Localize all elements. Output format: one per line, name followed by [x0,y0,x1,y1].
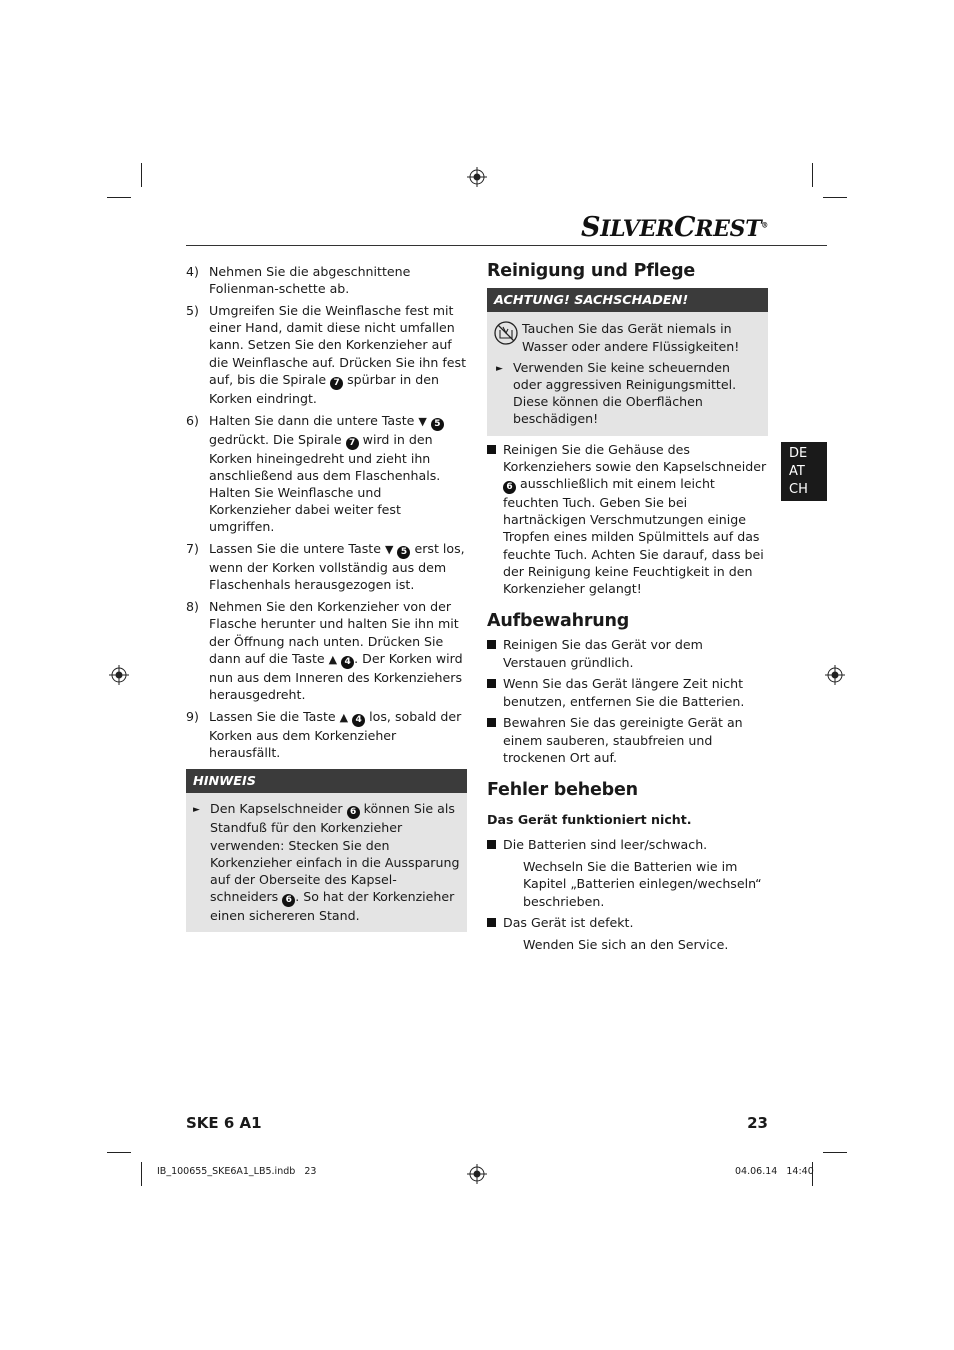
list-item: Das Gerät ist defekt. [487,914,768,931]
step-item: 7) Lassen Sie die untere Taste ▼ 5 erst los, wenn der Korken vollständig aus dem Flaschenhals herausgezogen ist. [186,541,465,593]
crop-mark [107,197,131,198]
crop-mark [141,163,142,187]
hinweis-box [186,769,467,932]
language-tab: DE AT CH [781,442,827,501]
right-column [487,263,768,958]
step-item: 8) Nehmen Sie den Korkenzieher von der Flasche herunter und halten Sie ihn mit der Öffnung nach unten. Drücken Sie dann auf die Taste ▲ 4 . Der Korken wird nun aus dem Inneren des Korkenziehers herausgedreht. [186,599,463,703]
part-number-badge: 5 [397,546,410,559]
arrow-down-icon: ▼ [418,414,427,428]
arrow-up-icon: ▲ [328,652,338,666]
square-bullet-icon [487,636,503,670]
step-item: 5) Umgreifen Sie die Weinflasche fest mit einer Hand, damit diese nicht umfallen kann. Setzen Sie den Korkenzieher auf die Weinflasche auf. Drücken Sie ihn fest auf, bis die Spirale 7 spürbar in den Korken eindringt. [186,303,467,406]
print-slug-file: IB_100655_SKE6A1_LB5.indb 23 [157,1166,317,1177]
part-number-badge: 7 [330,377,343,390]
part-number-badge: 4 [352,714,365,727]
registration-mark-icon [109,665,129,685]
crop-mark [812,163,813,187]
part-number-badge: 7 [346,437,359,450]
section-title-aufbewahrung: Aufbewahrung [487,611,630,632]
model-number: SKE 6 A1 [186,1114,262,1132]
arrow-right-icon: ► [193,805,200,816]
list-item: Reinigen Sie das Gerät vor dem Verstauen gründlich. [487,636,768,670]
no-water-icon [494,321,518,345]
square-bullet-icon [487,441,503,598]
left-column [186,263,467,932]
registration-mark-icon [825,665,845,685]
arrow-right-icon: ► [496,363,503,374]
square-bullet-icon [487,714,503,766]
square-bullet-icon [487,836,503,853]
crop-mark [107,1152,131,1153]
list-item: Wenn Sie das Gerät längere Zeit nicht benutzen, entfernen Sie die Batterien. [487,675,768,709]
hinweis-item: ► Den Kapselschneider 6 können Sie als Standfuß für den Korkenzieher verwenden: Stecken Sie den Korkenzieher einfach in die Aussparung auf der Oberseite des Kapsel-schneiders 6 . So hat der Korkenzieher einen sichereren Stand. [193,801,460,924]
header-rule [186,245,827,246]
part-number-badge: 4 [341,656,354,669]
square-bullet-icon [487,675,503,709]
part-number-badge: 6 [347,806,360,819]
section-title-reinigung: Reinigung und Pflege [487,261,696,281]
part-number-badge: 6 [282,894,295,907]
brand-logo: SILVERCREST® [580,212,768,243]
crop-mark [823,1152,847,1153]
arrow-down-icon: ▼ [384,543,394,557]
print-slug-date: 04.06.14 14:40 [735,1166,814,1177]
hinweis-title: HINWEIS [186,769,467,793]
solution-text: Wenden Sie sich an den Service. [523,937,729,953]
part-number-badge: 6 [503,481,516,494]
registration-mark-icon [467,167,487,187]
section-title-fehler: Fehler beheben [487,780,638,801]
warning-title: ACHTUNG! SACHSCHADEN! [487,288,768,312]
square-bullet-icon [487,914,503,931]
warning-item: ► Verwenden Sie keine scheuernden oder aggressiven Reinigungsmittel. Diese können die Oberflächen beschädigen! [496,359,737,427]
solution-text: Wechseln Sie die Batterien wie im Kapitel „Batterien einlegen/wechseln“ beschrieben. [523,859,762,909]
list-item: Bewahren Sie das gereinigte Gerät an einem sauberen, staubfreien und trockenen Ort auf. [487,714,768,766]
step-item: 9) Lassen Sie die Taste ▲ 4 los, sobald der Korken aus dem Korkenzieher herausfällt. [186,708,462,761]
step-item: 4) Nehmen Sie die abgeschnittene Folienman-schette ab. [186,264,411,297]
registration-mark-icon [467,1164,487,1184]
problem-heading: Das Gerät funktioniert nicht. [487,812,692,828]
arrow-up-icon: ▲ [339,710,349,724]
crop-mark [823,197,847,198]
list-item: Reinigen Sie die Gehäuse des Korkenziehers sowie den Kapselschneider 6 ausschließlich mit einem leicht feuchten Tuch. Geben Sie bei hartnäckigen Verschmutzungen einige Tropfen eines milden Spülmittels auf das feuchte Tuch. Achten Sie darauf, dass bei der Reinigung keine Feuchtigkeit in den Korkenzieher gelangt! [487,441,768,598]
page-number: 23 [747,1114,768,1132]
warning-box: ACHTUNG! SACHSCHADEN! Tauchen Sie das Gerät niemals in Wasser oder andere Flüssigkeiten! ► Verwenden Sie keine scheuernden oder aggressiven Reinigungsmittel. Diese können die Oberflächen beschädigen! [487,288,768,435]
part-number-badge: 5 [431,418,444,431]
crop-mark [141,1162,142,1186]
step-item: 6) Halten Sie dann die untere Taste ▼ 5 gedrückt. Die Spirale 7 wird in den Korken hineingedreht und zieht ihn anschließend aus dem Flaschenhals. Halten Sie Weinflasche und Korkenzieher dabei weiter fest umgriffen. [186,412,467,536]
list-item: Die Batterien sind leer/schwach. [487,836,768,853]
